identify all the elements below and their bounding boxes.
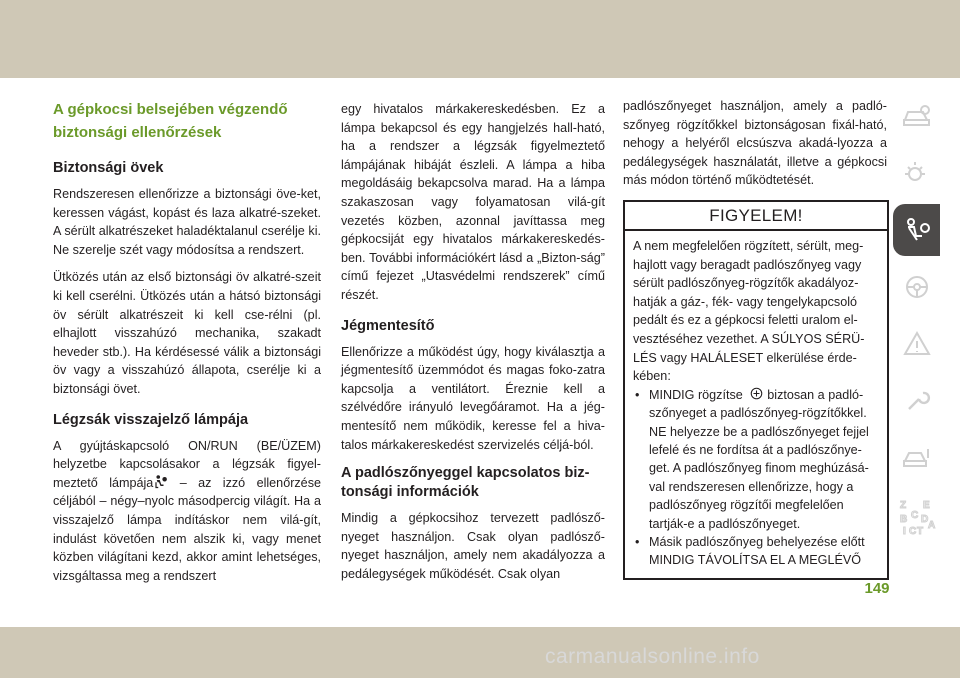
seatbelts-paragraph-1: Rendszeresen ellenőrizze a biztonsági öve-ket, keressen vágást, kopást és laza alkatré-szeket. A sérült alkatrészeket haladéktalanul cserélje ki. Ne szerelje szét vagy módosítsa a rendszert. [53, 187, 321, 257]
column-3 [623, 97, 887, 580]
seatbelts-paragraph-2: Ütközés után az első biztonsági öv alkatré-szeit ki kell cserélni. Ütközés után a hátsó biztonsági öv sérült alkatrészeit ki kell cse-rélni (pl. elhajlott visszahúzó mechanika, szakadt heveder stb.). Ha kérdésessé válik a biztonsági öv vagy a visszahúzó állapota, cserélje ki a biztonsági övet. [53, 270, 321, 396]
tab-driving[interactable] [893, 261, 940, 313]
warning-title: FIGYELEM! [625, 202, 887, 231]
airbag-lamp-text-2: – az izzó ellenőrzése céljából – négy–nyolc másodpercig világít. Ha a visszajelző lámpa indításkor nem vilá-gít, indulást követően nem alszik ki, vagy menet közben világítani kezd, akkor amint lehetséges, vizsgáltassa meg a rendszert [53, 475, 321, 583]
floormat-paragraph: Mindig a gépkocsihoz tervezett padlósző-nyeget használjon. Csak olyan padlósző-nyeget használjon, amely nem akadályozza a pedálegységek működését. Csak olyan [341, 511, 605, 581]
airbag-lamp-text-1: A gyújtáskapcsoló ON/RUN (BE/ÜZEM) helyzetbe kapcsolásakor a légzsák figyel-meztető lámpája [53, 438, 321, 490]
index-icon [897, 498, 937, 538]
watermark: carmanualsonline.info [545, 645, 760, 668]
tab-warning-lights[interactable] [893, 147, 940, 199]
airbag-lamp-heading: Légzsák visszajelző lámpája [53, 411, 249, 428]
page-number: 149 [864, 580, 890, 597]
index-letter-c: C [910, 510, 918, 521]
car-specs-icon [901, 444, 933, 472]
seatbelts-heading: Biztonsági övek [53, 160, 164, 176]
index-letter-c2: C [908, 526, 916, 537]
index-letter-a: A [927, 520, 935, 531]
airbag-lamp-continued: egy hivatalos márkakereskedésben. Ez a lámpa bekapcsol és egy hangjelzés hall-ható, ha a rendszer a légzsák figyelmeztető lámpájának hibáját észleli. A lámpa a hiba megoldásáig bekapcsolva marad. Ha a lámpa szakaszosan vagy folyamatosan vilá-gít vezetés közben, azonnal javíttassa meg gépkocsiját egy hivatalos márkakereskedés-ben. További információkért lásd a „Bizton-ság” című fejezet „Utasvédelmi rendszerek” című részét. [341, 102, 605, 302]
airbag-lamp-paragraph [53, 437, 321, 586]
column-1 [53, 98, 321, 594]
floormat-continued: padlószőnyeget használjon, amely a padló-szőnyeg rögzítőkkel biztonságosan fixál-ható, nehogy a helyéről elcsúszva akadá-lyozza a pedálegységek használatát, illetve a gépkocsi más módon történő működtetését. [623, 99, 887, 188]
warning-bullet-1-text-a: MINDIG rögzítse [649, 387, 743, 402]
floormat-heading: A padlószőnyeggel kapcsolatos biz-tonsági információk [341, 465, 590, 501]
seatbelt-airbag-icon [901, 216, 933, 244]
car-info-icon [901, 102, 933, 130]
top-band [0, 0, 960, 78]
tab-safety[interactable] [893, 204, 940, 256]
warning-intro: A nem megfelelően rögzített, sérült, meg-hajlott vagy beragadt padlószőnyeg vagy sérült padlószőnyeg-rögzítők akadályoz-hatják a gáz-, fék- vagy tengelykapcsoló pedált és ez a gépkocsi feletti uralom el-vesztéséhez vezethet. A SÚLYOS SÉRÜ-LÉS vagy HALÁLESET elkerülése érde-kében: [633, 238, 865, 384]
tab-car-info[interactable] [893, 90, 940, 142]
warning-list [633, 386, 879, 570]
floormat-anchor-icon [749, 386, 764, 401]
warning-box [623, 200, 889, 580]
tab-index[interactable] [893, 489, 940, 547]
section-title-line2: biztonsági ellenőrzések [53, 124, 222, 141]
defrost-heading: Jégmentesítő [341, 317, 435, 334]
index-letter-i: I [902, 526, 906, 537]
steering-wheel-icon [901, 273, 933, 301]
tab-emergency[interactable] [893, 318, 940, 370]
section-title [53, 98, 321, 144]
column-2 [341, 100, 605, 592]
warning-bullet-2: • Másik padlószőnyeg behelyezése előtt MINDIG TÁVOLÍTSA EL A MEGLÉVŐ [633, 533, 879, 570]
bottom-band [0, 627, 960, 678]
chapter-tabs [893, 90, 940, 552]
index-letter-z: Z [899, 500, 906, 511]
warning-bullet-1 [633, 386, 879, 533]
hazard-triangle-icon [901, 330, 933, 358]
warning-body [625, 231, 887, 578]
wrench-icon [901, 387, 933, 415]
defrost-paragraph: Ellenőrizze a működést úgy, hogy kiválasztja a jégmentesítő üzemmódot és magas foko-zatra kapcsolja a ventilátort. Éreznie kell a szélvédőre irányuló levegőáramot. Ha a jég-mentesítő nem működik, keresse fel a hiva-talos márkakereskedést szervizelés céljá-ból. [341, 344, 605, 452]
warning-bullet-1-text-b: biztosan a padló-szőnyeget a padlószőnyeg-rögzítőkkel. NE helyezze be a padlószőnyeget fejjel lefelé és ne fordítsa át a padlószőnye-get. A padlószőnyeg finom meghúzásá-val rendszeresen ellenőrizze, hogy a padlószőnyeg rögzítői megfelelően tartják-e a padlószőnyeget. [649, 387, 869, 531]
tab-maintenance[interactable] [893, 375, 940, 427]
section-title-line1: A gépkocsi belsejében végzendő [53, 101, 288, 118]
index-letter-b: B [899, 514, 907, 525]
index-letter-e: E [922, 500, 930, 511]
index-letter-t: T [916, 526, 923, 537]
index-letter-d: D [920, 514, 928, 525]
airbag-warning-icon [153, 474, 168, 489]
warning-lights-icon [901, 159, 933, 187]
tab-specs[interactable] [893, 432, 940, 484]
